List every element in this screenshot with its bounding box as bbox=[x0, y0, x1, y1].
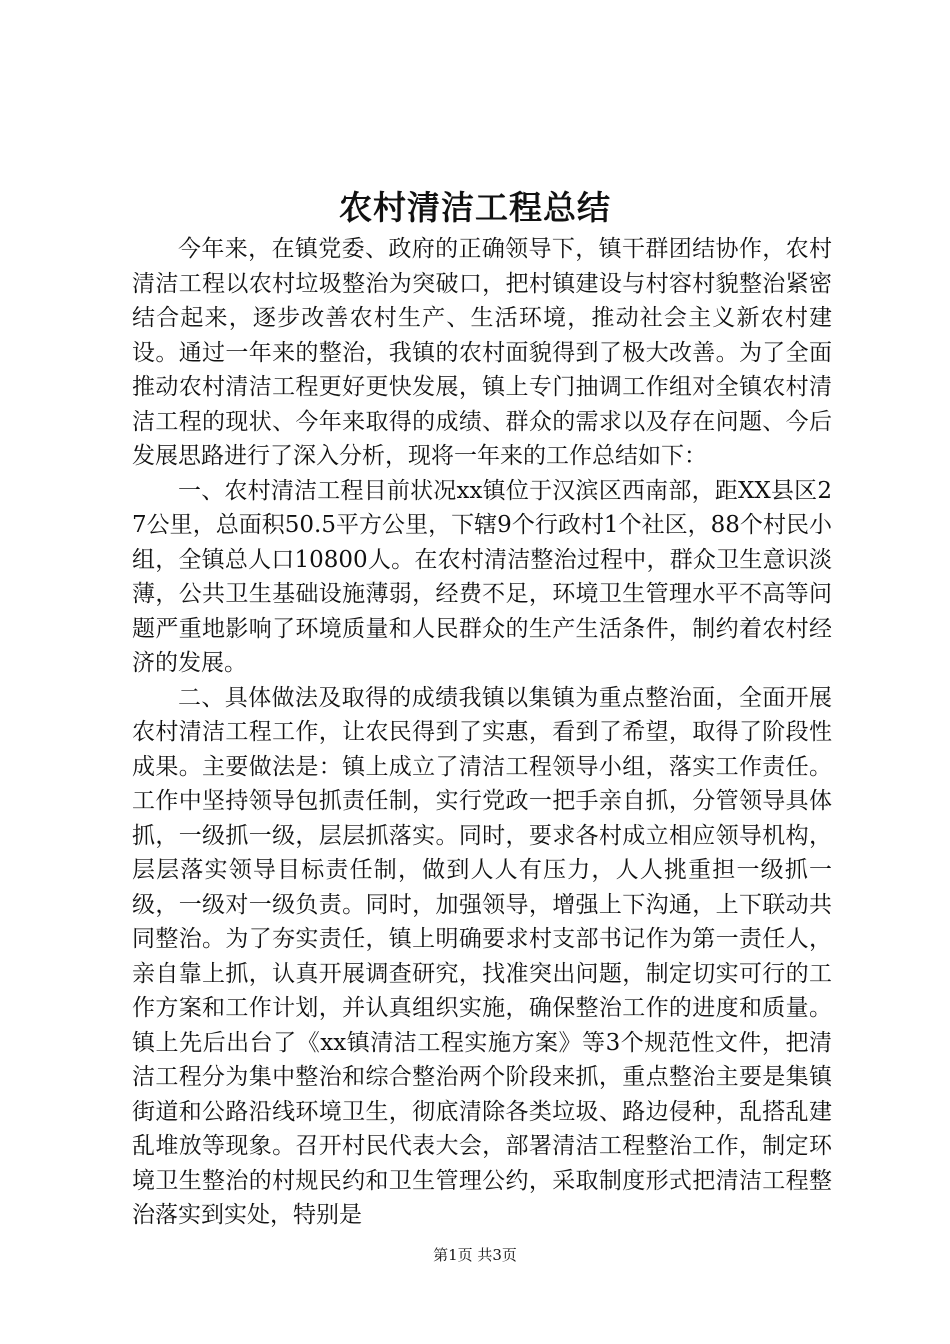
document-body bbox=[132, 232, 832, 1233]
paragraph-intro: 今年来，在镇党委、政府的正确领导下，镇干群团结协作，农村清洁工程以农村垃圾整治为突破口，把村镇建设与村容村貌整治紧密结合起来，逐步改善农村生产、生活环境，推动社会主义新农村建设。通过一年来的整治，我镇的农村面貌得到了极大改善。为了全面推动农村清洁工程更好更快发展，镇上专门抽调工作组对全镇农村清洁工程的现状、今年来取得的成绩、群众的需求以及存在问题、今后发展思路进行了深入分析，现将一年来的工作总结如下： bbox=[132, 236, 832, 469]
paragraph-current-status: 一、农村清洁工程目前状况xx镇位于汉滨区西南部，距XX县区27公里，总面积50.5平方公里，下辖9个行政村1个社区，88个村民小组，全镇总人口10800人。在农村清洁整治过程中，群众卫生意识淡薄，公共卫生基础设施薄弱，经费不足，环境卫生管理水平不高等问题严重地影响了环境质量和人民群众的生产生活条件，制约着农村经济的发展。 bbox=[132, 477, 832, 676]
page-number-footer: 第1页 共3页 bbox=[433, 1246, 517, 1264]
document-title: 农村清洁工程总结 bbox=[339, 188, 611, 227]
paragraph-measures-achievements: 二、具体做法及取得的成绩我镇以集镇为重点整治面，全面开展农村清洁工程工作，让农民得到了实惠，看到了希望，取得了阶段性成果。主要做法是：镇上成立了清洁工程领导小组，落实工作责任。工作中坚持领导包抓责任制，实行党政一把手亲自抓，分管领导具体抓，一级抓一级，层层抓落实。同时，要求各村成立相应领导机构，层层落实领导目标责任制，做到人人有压力，人人挑重担一级抓一级，一级对一级负责。同时，加强领导，增强上下沟通，上下联动共同整治。为了夯实责任，镇上明确要求村支部书记作为第一责任人，亲自靠上抓，认真开展调查研究，找准突出问题，制定切实可行的工作方案和工作计划，并认真组织实施，确保整治工作的进度和质量。镇上先后出台了《xx镇清洁工程实施方案》等3个规范性文件，把清洁工程分为集中整治和综合整治两个阶段来抓，重点整治主要是集镇街道和公路沿线环境卫生，彻底清除各类垃圾、路边侵种，乱搭乱建乱堆放等现象。召开村民代表大会，部署清洁工程整治工作，制定环境卫生整治的村规民约和卫生管理公约，采取制度形式把清洁工程整治落实到实处，特别是 bbox=[132, 684, 832, 1228]
